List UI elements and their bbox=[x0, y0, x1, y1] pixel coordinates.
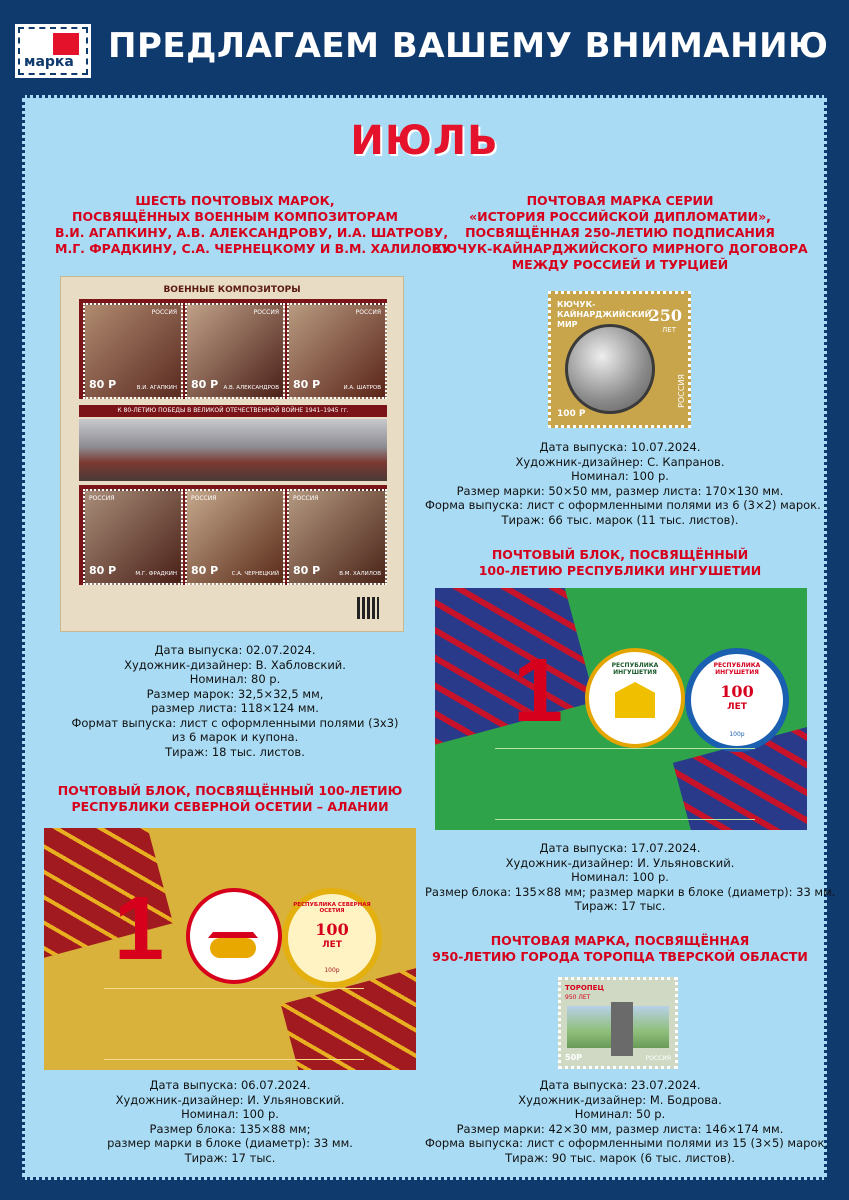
heading-line: ШЕСТЬ ПОЧТОВЫХ МАРОК, bbox=[135, 193, 335, 208]
stamp-value: 80 Р bbox=[191, 564, 219, 577]
stamp-ring: РЕСПУБЛИКА СЕВЕРНАЯ ОСЕТИЯ bbox=[293, 902, 371, 914]
heading-line: ПОЧТОВАЯ МАРКА СЕРИИ bbox=[526, 193, 714, 208]
qr-code-icon bbox=[357, 597, 379, 619]
diplomacy-stamp bbox=[548, 291, 691, 428]
stamp-aleksandrov bbox=[185, 303, 285, 399]
stamp-label: ЛЕТ bbox=[322, 940, 342, 950]
stamp-country: РОССИЯ bbox=[151, 309, 177, 316]
emblem-circle bbox=[186, 888, 282, 984]
info-line: Номинал: 100 р. bbox=[571, 469, 669, 483]
landmarks-lineart bbox=[495, 748, 755, 820]
mountain-icon bbox=[208, 908, 258, 938]
heading-line: МЕЖДУ РОССИЕЙ И ТУРЦИЕЙ bbox=[511, 257, 729, 272]
stamp-value: 100 Р bbox=[557, 409, 586, 419]
stamp-label: ЛЕТ bbox=[727, 702, 747, 712]
month-title: ИЮЛЬ bbox=[350, 118, 499, 164]
stamp-country: РОССИЯ bbox=[293, 495, 319, 502]
info-line: размер марки в блоке (диаметр): 33 мм. bbox=[107, 1136, 353, 1150]
ossetia-heading bbox=[45, 783, 415, 815]
info-line: Дата выпуска: 06.07.2024. bbox=[149, 1078, 311, 1092]
info-line: Дата выпуска: 17.07.2024. bbox=[539, 841, 701, 855]
info-line: Художник-дизайнер: В. Хабловский. bbox=[124, 657, 346, 672]
stamp-name: М.Г. ФРАДКИН bbox=[135, 571, 177, 577]
big-digit-one: 1 bbox=[513, 641, 564, 741]
info-line: Тираж: 17 тыс. bbox=[184, 1150, 276, 1165]
stamp-shatrov bbox=[287, 303, 387, 399]
stamp-name: В.М. ХАЛИЛОВ bbox=[339, 571, 381, 577]
stamp-value: 80 Р bbox=[293, 564, 321, 577]
info-line: из 6 марок и купона. bbox=[171, 730, 299, 744]
ingushetia-souvenir-sheet bbox=[435, 588, 807, 830]
info-line: Тираж: 90 тыс. марок (6 тыс. листов). bbox=[505, 1150, 735, 1165]
stamp-country: РОССИЯ bbox=[677, 374, 686, 408]
stamp-value: 80 Р bbox=[191, 378, 219, 391]
heading-line: ПОЧТОВЫЙ БЛОК, ПОСВЯЩЁННЫЙ 100-ЛЕТИЮ bbox=[57, 783, 403, 798]
stamp-row-top bbox=[79, 299, 387, 399]
emblem-text: РЕСПУБЛИКА ИНГУШЕТИЯ bbox=[611, 662, 659, 676]
info-line: Размер блока: 135×88 мм; размер марки в блоке (диаметр): 33 мм. bbox=[425, 884, 836, 899]
info-line: Дата выпуска: 02.07.2024. bbox=[154, 643, 316, 657]
red-square-panorama bbox=[79, 419, 387, 481]
stamp-title: КЮЧУК-КАЙНАРДЖИЙСКИЙ МИР bbox=[557, 300, 652, 329]
info-line: Номинал: 80 р. bbox=[189, 672, 281, 686]
info-line: Художник-дизайнер: М. Бодрова. bbox=[518, 1092, 722, 1107]
stamp-number: 100 bbox=[315, 920, 349, 939]
stamp-anniversary: 250 bbox=[648, 306, 682, 325]
emblem-icon bbox=[615, 682, 655, 718]
stamp-years-label: ЛЕТ bbox=[662, 326, 676, 334]
composers-heading bbox=[55, 193, 451, 257]
info-line: Художник-дизайнер: И. Ульяновский. bbox=[505, 855, 735, 870]
stamp-country: РОССИЯ bbox=[253, 309, 279, 316]
stamp-ring: РЕСПУБЛИКА ИНГУШЕТИЯ bbox=[713, 662, 761, 676]
info-line: Номинал: 100 р. bbox=[181, 1107, 279, 1121]
info-line: Форма выпуска: лист с оформленными полями из 15 (3×5) марок. bbox=[425, 1136, 829, 1150]
stamp-country: РОССИЯ bbox=[645, 1055, 671, 1062]
heading-line: РЕСПУБЛИКИ СЕВЕРНОЙ ОСЕТИИ – АЛАНИИ bbox=[71, 799, 389, 814]
stamp-value: 100р bbox=[324, 967, 340, 974]
heading-line: ПОСВЯЩЁННАЯ 250-ЛЕТИЮ ПОДПИСАНИЯ bbox=[465, 225, 775, 240]
logo-red-square bbox=[53, 33, 79, 55]
info-line: Формат выпуска: лист с оформленными полями (3х3) bbox=[71, 715, 399, 730]
info-line: Номинал: 50 р. bbox=[574, 1107, 666, 1121]
info-line: Размер марки: 50×50 мм, размер листа: 170×130 мм. bbox=[456, 483, 784, 498]
stamp-name: И.А. ШАТРОВ bbox=[343, 385, 381, 391]
content-panel bbox=[22, 95, 836, 1180]
monument-image bbox=[611, 1002, 633, 1056]
info-line: Форма выпуска: лист с оформленными полями из 6 (3×2) марок. bbox=[425, 498, 821, 512]
heading-line: 100-ЛЕТИЮ РЕСПУБЛИКИ ИНГУШЕТИИ bbox=[478, 563, 762, 578]
stamp-name: С.А. ЧЕРНЕЦКИЙ bbox=[231, 571, 279, 577]
logo-text: марка bbox=[24, 54, 74, 70]
stamp-subtitle: 950 ЛЕТ bbox=[565, 994, 591, 1001]
landmarks-lineart bbox=[104, 988, 364, 1060]
stamp-circle bbox=[685, 648, 789, 752]
stamp-value: 80 Р bbox=[89, 378, 117, 391]
heading-line: «ИСТОРИЯ РОССИЙСКОЙ ДИПЛОМАТИИ», bbox=[469, 209, 771, 224]
stamp-value: 80 Р bbox=[89, 564, 117, 577]
info-line: размер листа: 118×124 мм. bbox=[151, 701, 319, 715]
stamp-value: 80 Р bbox=[293, 378, 321, 391]
composers-stamp-sheet bbox=[60, 276, 404, 632]
leopard-icon bbox=[210, 938, 256, 958]
stamp-name: А.В. АЛЕКСАНДРОВ bbox=[223, 385, 279, 391]
sheet-banner: К 80-ЛЕТИЮ ПОБЕДЫ В ВЕЛИКОЙ ОТЕЧЕСТВЕННОЙ ВОЙНЕ 1941–1945 гг. bbox=[79, 405, 387, 417]
info-line: Размер марок: 32,5×32,5 мм, bbox=[146, 686, 324, 701]
page-title: ПРЕДЛАГАЕМ ВАШЕМУ ВНИМАНИЮ bbox=[108, 26, 829, 66]
stamp-country: РОССИЯ bbox=[355, 309, 381, 316]
header bbox=[0, 0, 849, 95]
stamp-chernetsky bbox=[185, 489, 285, 585]
stamp-fradkin bbox=[83, 489, 183, 585]
ingushetia-heading bbox=[425, 547, 815, 579]
marka-logo bbox=[18, 27, 88, 75]
stamp-value: 50Р bbox=[565, 1053, 582, 1062]
stamp-value: 100р bbox=[729, 731, 745, 738]
stamp-country: РОССИЯ bbox=[89, 495, 115, 502]
stamp-row-bottom bbox=[79, 485, 387, 585]
heading-line: В.И. АГАПКИНУ, А.В. АЛЕКСАНДРОВУ, И.А. ШАТРОВУ, bbox=[55, 225, 449, 240]
info-line: Тираж: 17 тыс. bbox=[574, 899, 666, 913]
ossetia-info bbox=[45, 1078, 415, 1165]
stamp-name: В.И. АГАПКИН bbox=[136, 385, 177, 391]
info-line: Художник-дизайнер: И. Ульяновский. bbox=[115, 1092, 345, 1107]
toropets-heading bbox=[425, 933, 815, 965]
heading-line: М.Г. ФРАДКИНУ, С.А. ЧЕРНЕЦКОМУ И В.М. ХАЛИЛОВУ bbox=[55, 241, 451, 256]
ossetia-souvenir-sheet bbox=[44, 828, 416, 1070]
ingushetia-info bbox=[425, 841, 836, 914]
medal-image bbox=[565, 324, 655, 414]
composers-info bbox=[55, 643, 415, 759]
heading-line: ПОЧТОВАЯ МАРКА, ПОСВЯЩЁННАЯ bbox=[490, 933, 750, 948]
heading-line: ПОЧТОВЫЙ БЛОК, ПОСВЯЩЁННЫЙ bbox=[491, 547, 749, 562]
heading-line: 950-ЛЕТИЮ ГОРОДА ТОРОПЦА ТВЕРСКОЙ ОБЛАСТИ bbox=[432, 949, 808, 964]
toropets-stamp bbox=[558, 977, 678, 1069]
info-line: Тираж: 66 тыс. марок (11 тыс. листов). bbox=[501, 512, 739, 527]
info-line: Размер блока: 135×88 мм; bbox=[149, 1121, 311, 1136]
info-line: Номинал: 100 р. bbox=[571, 870, 669, 884]
stamp-circle bbox=[282, 888, 382, 988]
diplomacy-info bbox=[425, 440, 821, 527]
stamp-number: 100 bbox=[720, 682, 754, 701]
info-line: Размер марки: 42×30 мм, размер листа: 146×174 мм. bbox=[456, 1121, 784, 1136]
info-line: Художник-дизайнер: С. Капранов. bbox=[515, 454, 725, 469]
big-digit-one: 1 bbox=[114, 879, 165, 979]
info-line: Дата выпуска: 23.07.2024. bbox=[539, 1078, 701, 1092]
info-line: Тираж: 18 тыс. листов. bbox=[165, 744, 305, 759]
toropets-info bbox=[425, 1078, 829, 1165]
heading-line: ПОСВЯЩЁННЫХ ВОЕННЫМ КОМПОЗИТОРАМ bbox=[72, 209, 398, 224]
info-line: Дата выпуска: 10.07.2024. bbox=[539, 440, 701, 454]
emblem-circle bbox=[585, 648, 685, 748]
heading-line: КЮЧУК-КАЙНАРДЖИЙСКОГО МИРНОГО ДОГОВОРА bbox=[432, 241, 808, 256]
stamp-country: РОССИЯ bbox=[191, 495, 217, 502]
diplomacy-heading bbox=[425, 193, 815, 273]
sheet-title: ВОЕННЫЕ КОМПОЗИТОРЫ bbox=[163, 285, 301, 295]
stamp-title: ТОРОПЕЦ bbox=[565, 984, 604, 992]
stamp-khalilov bbox=[287, 489, 387, 585]
stamp-agapkin bbox=[83, 303, 183, 399]
